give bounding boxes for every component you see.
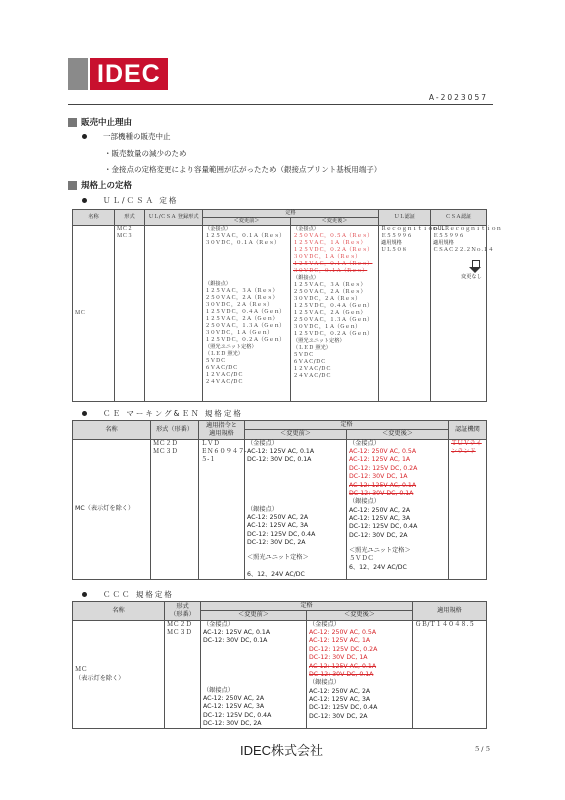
t1-name: ＭＣ — [73, 226, 115, 402]
t2-h-rating: 定格 — [245, 421, 449, 430]
down-arrow-icon — [469, 260, 481, 272]
t2-h-model: 形式（形番） — [151, 421, 199, 440]
t2-h-before: ＜変更前＞ — [245, 430, 347, 439]
footer-company: IDEC株式会社 — [240, 743, 324, 758]
t1-heading: ＵＬ/ＣＳＡ 定格 — [82, 195, 178, 206]
document-number: A-2023057 — [428, 93, 488, 102]
section-reason-title: 販売中止理由 — [81, 118, 133, 128]
t2-model: ＭＣ２Ｄ ＭＣ３Ｄ — [151, 439, 199, 580]
t2-h-cert: 認証機関 — [449, 421, 487, 440]
reason-sub-2: ・金接点の定格変更により容量範囲が広がったため（銀接点プリント基板用端子） — [104, 165, 382, 174]
t2-before: （金接点） AC-12: 125V AC, 0.1A DC-12: 30V DC, 0.1A （銀接点） AC-12: 250V AC, 2A AC-12: 125V AC, 3A DC-12: 125V DC, 0.4A DC-12: 30V DC, 2A ＜照光ユニット定格＞ 6、12、24V AC/DC — [245, 439, 347, 580]
t3-h-std: 適用規格 — [413, 602, 487, 621]
t2-std: ＬＶＤ ＥＮ６０９４７- ５-１ — [199, 439, 245, 580]
t1-csa-note: 変更なし — [461, 274, 482, 281]
t3-h-name: 名称 — [73, 602, 165, 621]
t3-after: （金接点） AC-12: 250V AC, 0.5A AC-12: 125V AC, 1A DC-12: 125V DC, 0.2A DC-12: 30V DC, 1A AC-12: 125V AC, 0.1A DC-12: 30V DC, 0.1A （銀接点） AC-12: 250V AC, 2A AC-12: 125V AC, 3A DC-12: 125V DC, 0.4A DC-12: 30V DC, 2A — [307, 620, 413, 729]
t3-heading: ＣＣＣ 規格定格 — [82, 589, 174, 600]
t1-h-name: 名称 — [73, 210, 115, 226]
t3-name: ＭＣ （表示灯を除く） — [73, 620, 165, 729]
ul-csa-table — [72, 209, 502, 402]
bullet-dot-icon — [82, 134, 87, 139]
t1-reg — [145, 226, 203, 402]
t2-heading: ＣＥ マーキング&ＥＮ 規格定格 — [82, 408, 243, 419]
t1-h-after: ＜変更後＞ — [291, 218, 379, 226]
t1-model: ＭＣ２ ＭＣ３ — [115, 226, 145, 402]
t3-h-after: ＜変更後＞ — [307, 611, 413, 620]
t2-h-after: ＜変更後＞ — [347, 430, 449, 439]
t3-h-rating: 定格 — [201, 602, 413, 611]
t3-model: ＭＣ２Ｄ ＭＣ３Ｄ — [165, 620, 201, 729]
reason-sub-1: ・販売数量の減少のため — [104, 149, 187, 158]
t1-after: （金接点） ２５０ＶＡＣ，０.５Ａ（Ｒｅｓ） １２５ＶＡＣ，１Ａ（Ｒｅｓ） １２５ＶＤＣ，０.２Ａ（Ｒｅｓ） ３０ＶＤＣ，１Ａ（Ｒｅｓ） １２５ＶＡＣ，０.１Ａ（Ｒｅｓ） ３０ＶＤＣ，０.１Ａ（Ｒｅｓ） （銀接点） １２５ＶＡＣ，３Ａ（Ｒｅｓ） ２５０ＶＡＣ，２Ａ（Ｒｅｓ） ３０ＶＤＣ，２Ａ（Ｒｅｓ） １２５ＶＤＣ，０.４Ａ（Ｇｅｎ） １２５ＶＡＣ，２Ａ（Ｇｅｎ） ２５０ＶＡＣ，１.３Ａ（Ｇｅｎ） ３０ＶＤＣ，１Ａ（Ｇｅｎ） １２５ＶＤＣ，０.２Ａ（Ｇｅｎ） （照光ユニット定格） （ＬＥＤ 照光） ５ＶＤＣ ６ＶＡＣ/ＤＣ １２ＶＡＣ/ＤＣ ２４ＶＡＣ/ＤＣ — [291, 226, 379, 402]
t1-before: （金接点） １２５ＶＡＣ，０.１Ａ（Ｒｅｓ） ３０ＶＤＣ，０.１Ａ（Ｒｅｓ） （銀接点） １２５ＶＡＣ，３Ａ（Ｒｅｓ） ２５０ＶＡＣ，２Ａ（Ｒｅｓ） ３０ＶＤＣ，２Ａ（Ｒｅｓ） １２５ＶＤＣ，０.４Ａ（Ｇｅｎ） １２５ＶＡＣ，２Ａ（Ｇｅｎ） ２５０ＶＡＣ，１.３Ａ（Ｇｅｎ） ３０ＶＤＣ，１Ａ（Ｇｅｎ） １２５ＶＤＣ，０.２Ａ（Ｇｅｎ） （照光ユニット定格） （ＬＥＤ 照光） ５ＶＤＣ ６ＶＡＣ/ＤＣ １２ＶＡＣ/ＤＣ ２４ＶＡＣ/ＤＣ — [203, 226, 291, 402]
t1-h-csa: ＣＳＡ認証 — [431, 210, 487, 226]
t1-h-reg: ＵＬ/ＣＳＡ 登録形式 — [145, 210, 203, 226]
t1-h-rating: 定格 — [203, 210, 379, 218]
ccc-table — [72, 601, 487, 729]
bullet-dot-icon — [82, 411, 87, 416]
section-rating-title: 規格上の定格 — [81, 181, 133, 191]
header-divider — [68, 104, 493, 105]
t2-name: MC（表示灯を除く） — [73, 439, 151, 580]
t3-std: ＧＢ/Ｔ１４０４８.５ — [413, 620, 487, 729]
t2-after: （金接点） AC-12: 250V AC, 0.5A AC-12: 125V AC, 1A DC-12: 125V DC, 0.2A DC-12: 30V DC, 1A AC-12: 125V AC, 0.1A DC-12: 30V DC, 0.1A （銀接点） AC-12: 250V AC, 2A AC-12: 125V AC, 3A DC-12: 125V DC, 0.4A DC-12: 30V DC, 2A ＜照光ユニット定格＞ ５ＶＤＣ 6、12、24V AC/DC — [347, 439, 449, 580]
section-reason — [68, 116, 132, 128]
bullet-dot-icon — [82, 592, 87, 597]
t2-h-name: 名称 — [73, 421, 151, 440]
t1-h-ul: ＵＬ認証 — [379, 210, 431, 226]
t1-csa: c-ULＲｅｃｏｇｎｉｔｉｏｎ Ｅ５５９９６ 適用規格 ＣＳＡＣ２２.２Ｎｏ.１４ 変更なし — [431, 226, 487, 402]
page-number: ５/５ — [473, 745, 492, 753]
square-bullet-icon — [68, 118, 77, 127]
t3-h-model: 形式 （形番） — [165, 602, 201, 621]
reason-bullet: 一部機種の販売中止 — [82, 131, 171, 142]
section-rating — [68, 179, 132, 191]
ce-en-table — [72, 420, 487, 580]
t2-h-std: 適用指令と 適用規格 — [199, 421, 245, 440]
bullet-dot-icon — [82, 198, 87, 203]
t3-before: （金接点） AC-12: 125V AC, 0.1A DC-12: 30V DC, 0.1A （銀接点） AC-12: 250V AC, 2A AC-12: 125V AC, 3A DC-12: 125V DC, 0.4A DC-12: 30V DC, 2A — [201, 620, 307, 729]
t3-h-before: ＜変更前＞ — [201, 611, 307, 620]
logo-text: IDEC — [90, 58, 168, 90]
logo-mark-icon — [68, 58, 88, 90]
t1-ul: Ｒｅｃｏｇｎｉｔｉｏｎ Ｅ５５９９６ 適用規格 ＵＬ５０８ — [379, 226, 431, 402]
idec-logo — [68, 58, 168, 90]
t2-cert: ＴＵＶラインランド — [449, 439, 487, 580]
square-bullet-icon — [68, 181, 77, 190]
t1-h-model: 形式 — [115, 210, 145, 226]
t1-h-before: ＜変更前＞ — [203, 218, 291, 226]
